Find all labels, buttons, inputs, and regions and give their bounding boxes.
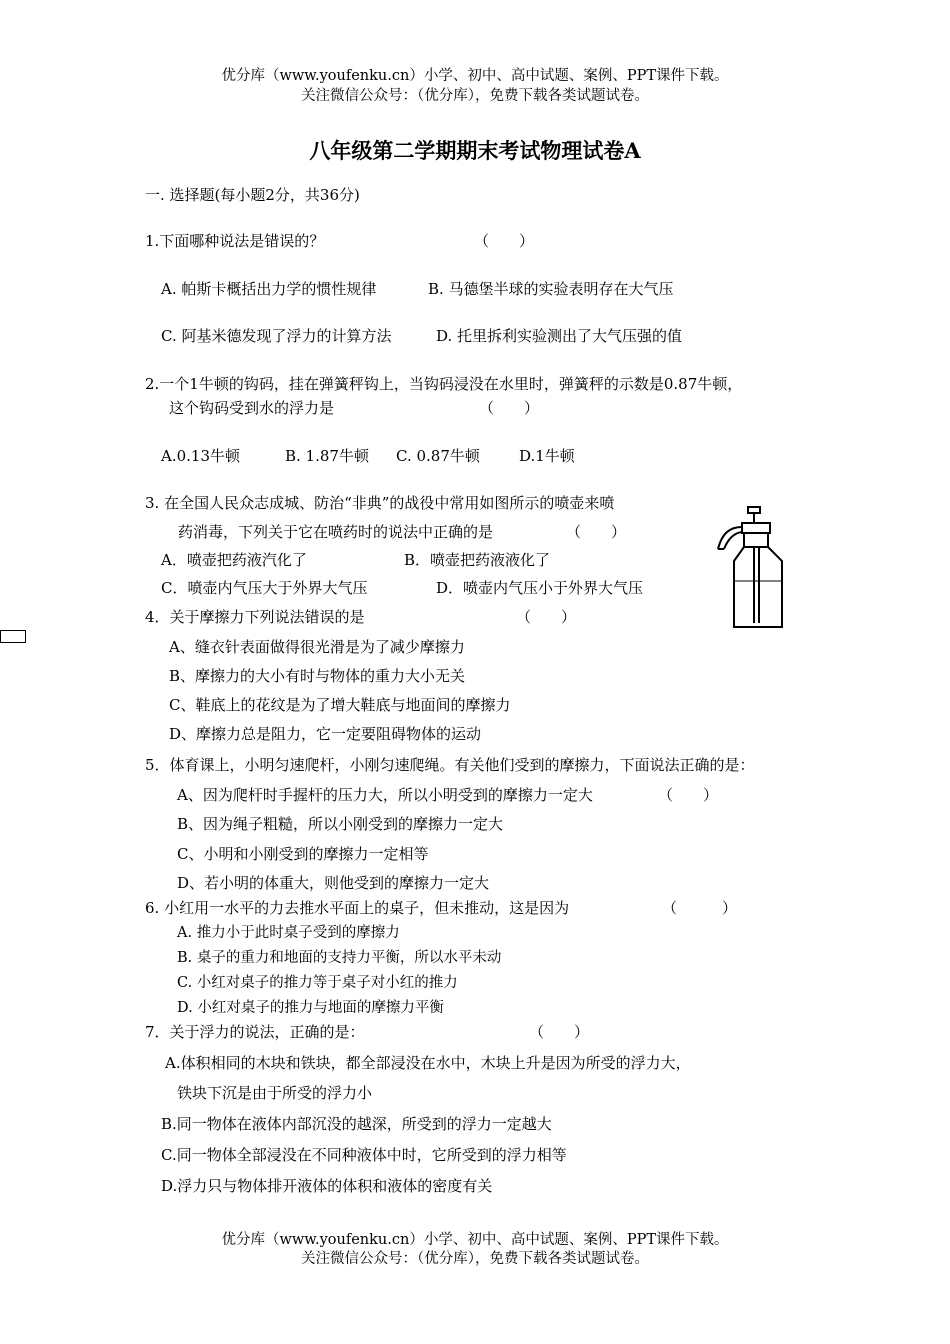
q1-option-b: B. 马德堡半球的实验表明存在大气压 [428,280,674,298]
q1-answer-paren: （ ） [474,232,535,250]
q3-stem-line-2: 药消毒，下列关于它在喷药时的说法中正确的是 [178,523,494,541]
q3-option-a: A．喷壶把药液汽化了 [161,551,307,569]
spray-bottle-figure [712,505,800,635]
q6-stem: 6. 小红用一水平的力去推水平面上的桌子，但未推动，这是因为 [145,899,570,917]
q2-stem-line-1: 2.一个1牛顿的钩码，挂在弹簧秤钩上，当钩码浸没在水里时，弹簧秤的示数是0.87牛顿， [145,375,743,393]
q3-stem-line-1: 3. 在全国人民众志成城、防治“非典”的战役中常用如图所示的喷壶来喷 [145,494,615,512]
q5-stem: 5．体育课上，小明匀速爬杆，小刚匀速爬绳。有关他们受到的摩擦力，下面说法正确的是： [145,756,755,774]
q4-stem: 4．关于摩擦力下列说法错误的是 [145,608,365,626]
header-line-1: 优分库（www.youfenku.cn）小学、初中、高中试题、案例、PPT课件下载。 [221,68,729,84]
q3-option-b: B．喷壶把药液液化了 [404,551,551,569]
q7-option-a-line-2: 铁块下沉是由于所受的浮力小 [177,1084,373,1102]
q7-answer-paren: （ ） [529,1023,590,1041]
page-title: 八年级第二学期期末考试物理试卷A [309,138,641,163]
q6-option-c: C. 小红对桌子的推力等于桌子对小红的推力 [177,975,458,991]
q2-answer-paren: （ ） [479,399,540,417]
q4-answer-paren: （ ） [516,608,577,626]
q7-option-c: C.同一物体全部浸没在不同种液体中时，它所受到的浮力相等 [161,1146,567,1164]
q6-answer-paren: （ ） [662,899,738,917]
q5-option-c: C、小明和小刚受到的摩擦力一定相等 [177,845,429,863]
q3-option-d: D．喷壶内气压小于外界大气压 [436,579,644,597]
footer-line-2: 关注微信公众号：（优分库），免费下载各类试题试卷。 [301,1251,649,1267]
q7-stem: 7．关于浮力的说法，正确的是： [145,1023,365,1041]
q6-option-b: B. 桌子的重力和地面的支持力平衡，所以水平未动 [177,950,502,966]
q2-option-c: C. 0.87牛顿 [396,447,480,465]
q3-option-c: C．喷壶内气压大于外界大气压 [161,579,368,597]
q4-option-d: D、摩擦力总是阻力，它一定要阻碍物体的运动 [169,725,482,743]
q4-option-a: A、缝衣针表面做得很光滑是为了减少摩擦力 [169,638,465,656]
q5-answer-paren: （ ） [658,786,719,804]
q7-option-b: B.同一物体在液体内部沉没的越深，所受到的浮力一定越大 [161,1115,552,1133]
section-heading: 一. 选择题(每小题2分，共36分) [145,186,360,204]
q1-option-d: D. 托里拆利实验测出了大气压强的值 [436,327,683,345]
q7-option-d: D.浮力只与物体排开液体的体积和液体的密度有关 [161,1177,493,1195]
q2-option-b: B. 1.87牛顿 [285,447,369,465]
q2-stem-line-2: 这个钩码受到水的浮力是 [169,399,335,417]
q4-option-c: C、鞋底上的花纹是为了增大鞋底与地面间的摩擦力 [169,696,511,714]
q3-answer-paren: （ ） [566,523,627,541]
q6-option-a: A. 推力小于此时桌子受到的摩擦力 [177,925,400,941]
q6-option-d: D. 小红对桌子的推力与地面的摩擦力平衡 [177,1000,444,1016]
margin-box [0,630,26,643]
q5-option-d: D、若小明的体重大，则他受到的摩擦力一定大 [177,874,490,892]
q1-option-c: C. 阿基米德发现了浮力的计算方法 [161,327,392,345]
header-line-2: 关注微信公众号：（优分库），免费下载各类试题试卷。 [301,88,649,104]
q5-option-a: A、因为爬杆时手握杆的压力大，所以小明受到的摩擦力一定大 [177,786,593,804]
q2-option-d: D.1牛顿 [519,447,575,465]
q2-option-a: A.0.13牛顿 [161,447,240,465]
q1-stem: 1.下面哪种说法是错误的？ [145,232,325,250]
q5-option-b: B、因为绳子粗糙，所以小刚受到的摩擦力一定大 [177,815,504,833]
q1-option-a: A. 帕斯卡概括出力学的惯性规律 [161,280,377,298]
q7-option-a-line-1: A.体积相同的木块和铁块，都全部浸没在水中，木块上升是因为所受的浮力大， [165,1054,691,1072]
q4-option-b: B、摩擦力的大小有时与物体的重力大小无关 [169,667,466,685]
footer-line-1: 优分库（www.youfenku.cn）小学、初中、高中试题、案例、PPT课件下载。 [221,1232,729,1248]
